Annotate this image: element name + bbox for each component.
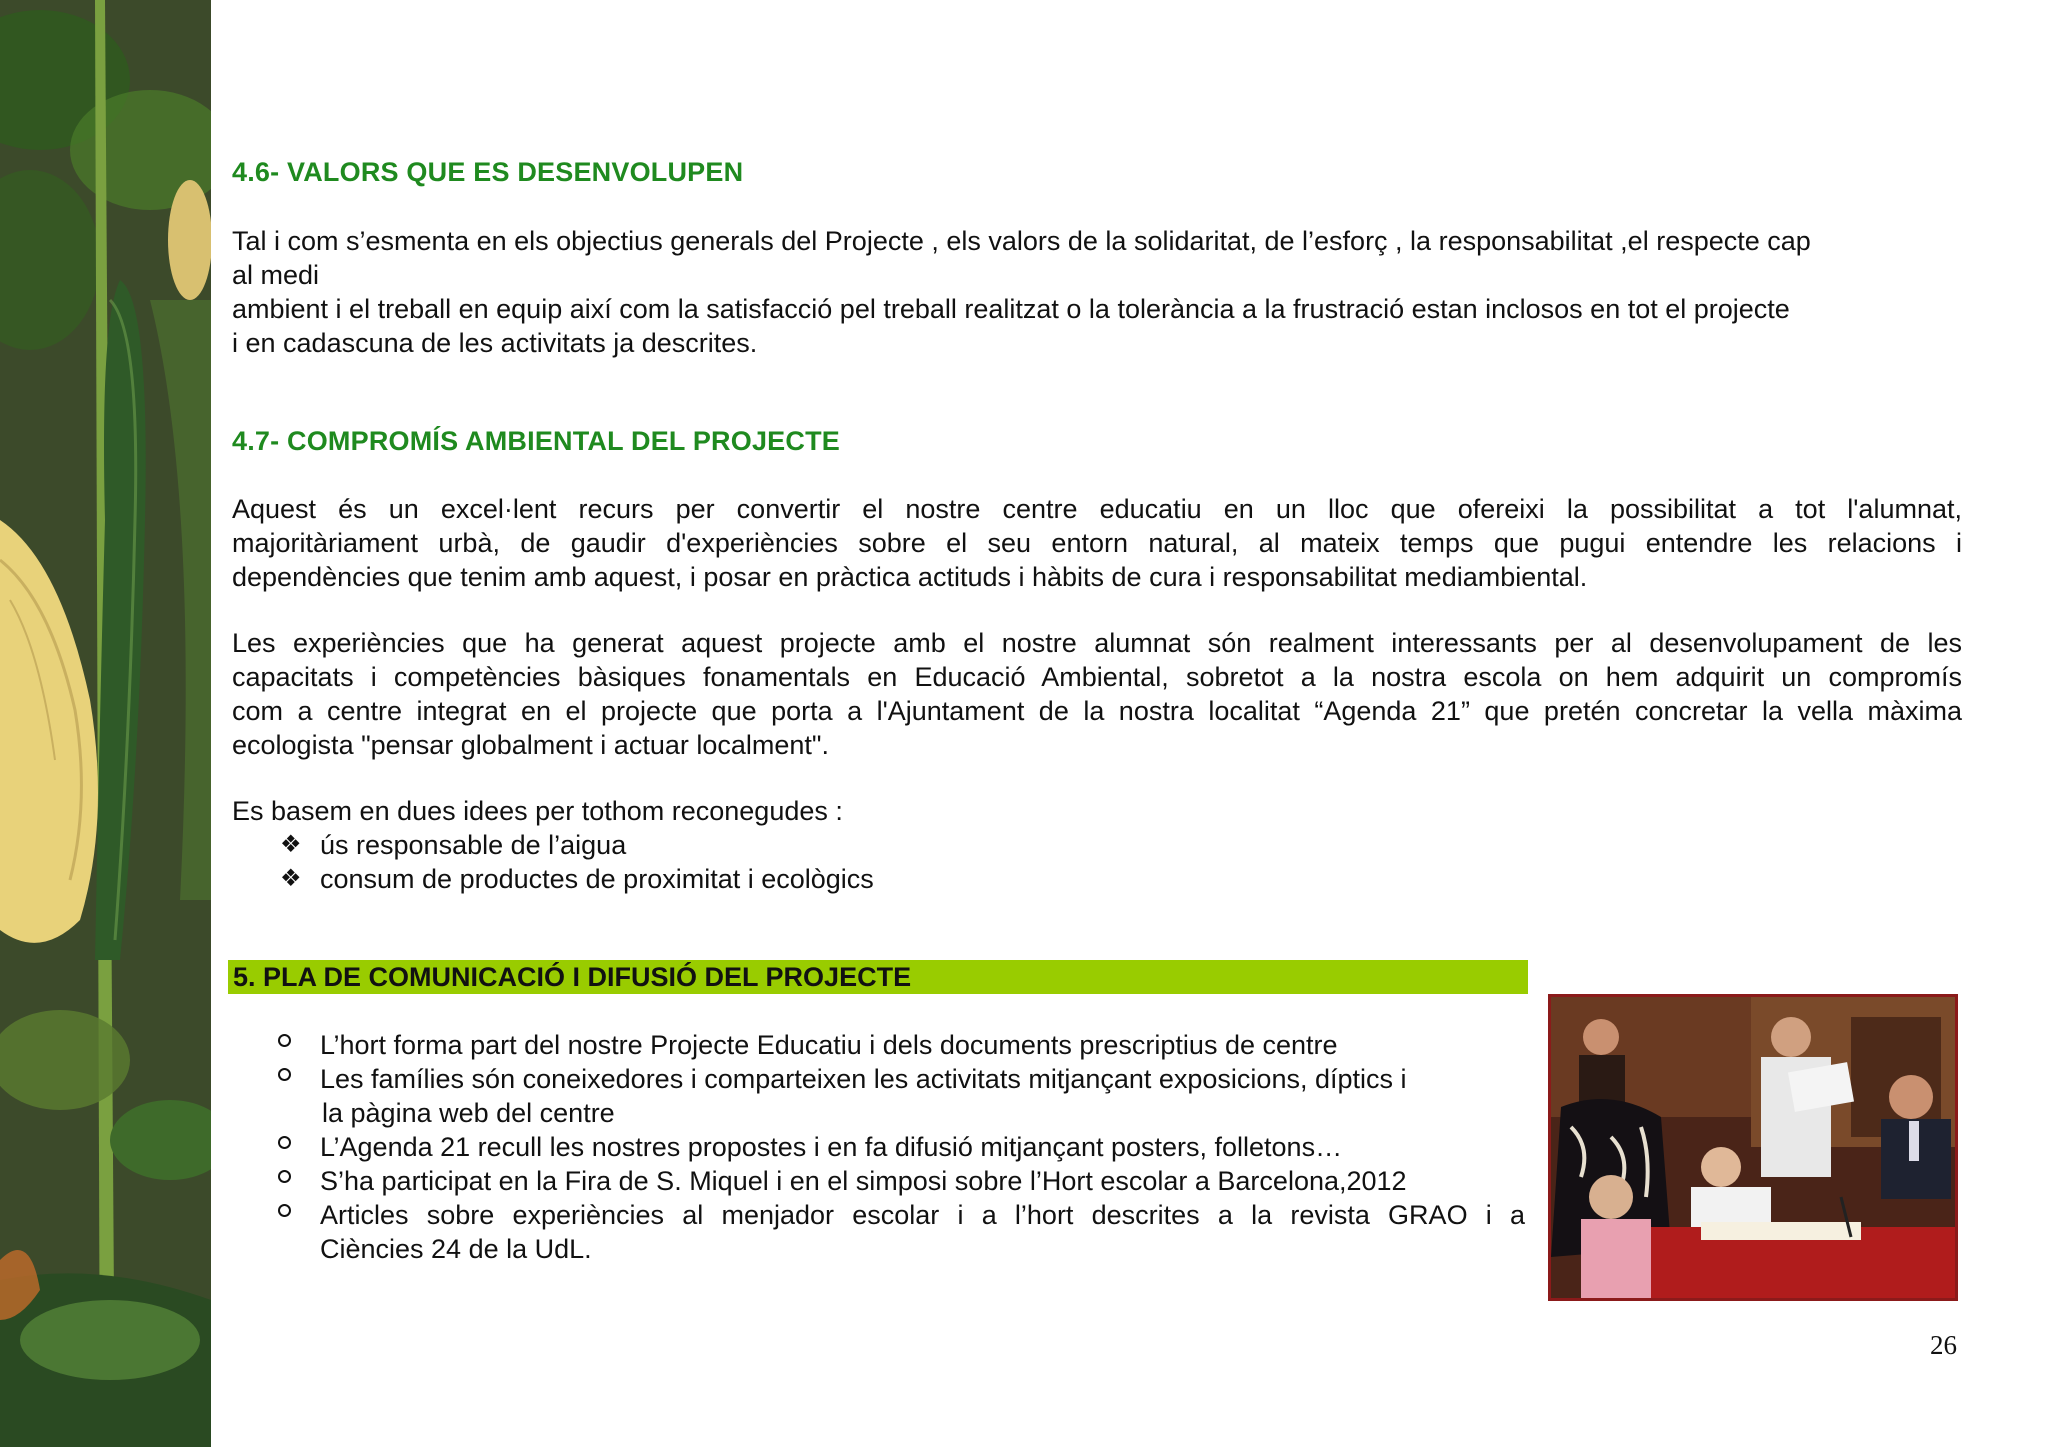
diamond-bullet-icon: ❖ [280, 865, 302, 892]
list-item-text: L’Agenda 21 recull les nostres propostes i en fa difusió mitjançant posters, folletons… [320, 1132, 1343, 1162]
section-4-6-paragraph [232, 224, 1962, 360]
paragraph-line: dependències que tenim amb aquest, i posar en pràctica actituds i hàbits de cura i responsabilitat mediambiental. [232, 562, 1588, 592]
list-item [232, 1028, 1525, 1062]
circle-bullet-icon [278, 1034, 291, 1047]
list-item [232, 1062, 1525, 1130]
paragraph-line: i en cadascuna de les activitats ja descrites. [232, 328, 758, 358]
paragraph-line: com a centre integrat en el projecte que porta a l'Ajuntament de la nostra localitat “Agenda 21” que pretén concretar la vella màxima [232, 696, 1962, 726]
list-item [232, 828, 874, 862]
signing-ceremony-photo [1548, 994, 1958, 1301]
list-item [232, 1198, 1525, 1266]
list-item-text: Les famílies són coneixedores i comparteixen les activitats mitjançant exposicions, díptics i [320, 1064, 1407, 1094]
paragraph-line: al medi [232, 260, 320, 290]
list-item-text: Articles sobre experiències al menjador escolar i a l’hort descrites a la revista GRAO i a [320, 1200, 1525, 1230]
circle-bullet-icon [278, 1204, 291, 1217]
list-item-text: L’hort forma part del nostre Projecte Educatiu i dels documents prescriptius de centre [320, 1030, 1338, 1060]
paragraph-line: capacitats i competències bàsiques fonamentals en Educació Ambiental, sobretot a la nostra escola on hem adquirit un compromís [232, 662, 1962, 692]
ideas-bullet-list [232, 828, 874, 896]
section-4-7-paragraph-1 [232, 492, 1962, 594]
paragraph-line: Tal i com s’esmenta en els objectius generals del Projecte , els valors de la solidaritat, de l’esforç , la responsabilitat ,el respecte cap [232, 226, 1811, 256]
section-5-heading: 5. PLA DE COMUNICACIÓ I DIFUSIÓ DEL PROJECTE [228, 960, 1528, 994]
section-4-7-paragraph-2 [232, 626, 1962, 762]
paragraph-line: Les experiències que ha generat aquest projecte amb el nostre alumnat són realment interessants per al desenvolupament de les [232, 628, 1962, 658]
list-item [232, 1164, 1525, 1198]
intro-line: Es basem en dues idees per tothom reconegudes : [232, 796, 843, 826]
list-item-text: consum de productes de proximitat i ecològics [320, 864, 874, 894]
paragraph-line: majoritàriament urbà, de gaudir d'experiències sobre el seu entorn natural, al mateix temps que pugui entendre les relacions i [232, 528, 1962, 558]
circle-bullet-icon [278, 1136, 291, 1149]
paragraph-line: Aquest és un excel·lent recurs per convertir el nostre centre educatiu en un lloc que ofereixi la possibilitat a tot l'alumnat, [232, 494, 1962, 524]
diamond-bullet-icon: ❖ [280, 831, 302, 858]
circle-bullet-icon [278, 1170, 291, 1183]
paragraph-line: ecologista "pensar globalment i actuar localment". [232, 730, 829, 760]
list-item [232, 1130, 1525, 1164]
plant-photo-strip [0, 0, 211, 1447]
paragraph-line: ambient i el treball en equip així com la satisfacció pel treball realitzat o la tolerància a la frustració estan inclosos en tot el projecte [232, 294, 1790, 324]
section-4-7-intro [232, 794, 1962, 828]
list-item-text: Ciències 24 de la UdL. [320, 1234, 592, 1264]
page-number: 26 [1930, 1330, 1957, 1360]
list-item [232, 862, 874, 896]
list-item-text: S’ha participat en la Fira de S. Miquel i en el simposi sobre l’Hort escolar a Barcelona,2012 [320, 1166, 1407, 1196]
signing-ceremony-illustration [1551, 997, 1955, 1298]
zucchini-plant-illustration [0, 0, 211, 1447]
circle-bullet-icon [278, 1068, 291, 1081]
section-4-6-heading: 4.6- VALORS QUE ES DESENVOLUPEN [232, 157, 744, 187]
communication-list [232, 1028, 1525, 1266]
list-item-text: ús responsable de l’aigua [320, 830, 627, 860]
section-4-7-heading: 4.7- COMPROMÍS AMBIENTAL DEL PROJECTE [232, 426, 840, 456]
list-item-text: la pàgina web del centre [322, 1098, 615, 1128]
